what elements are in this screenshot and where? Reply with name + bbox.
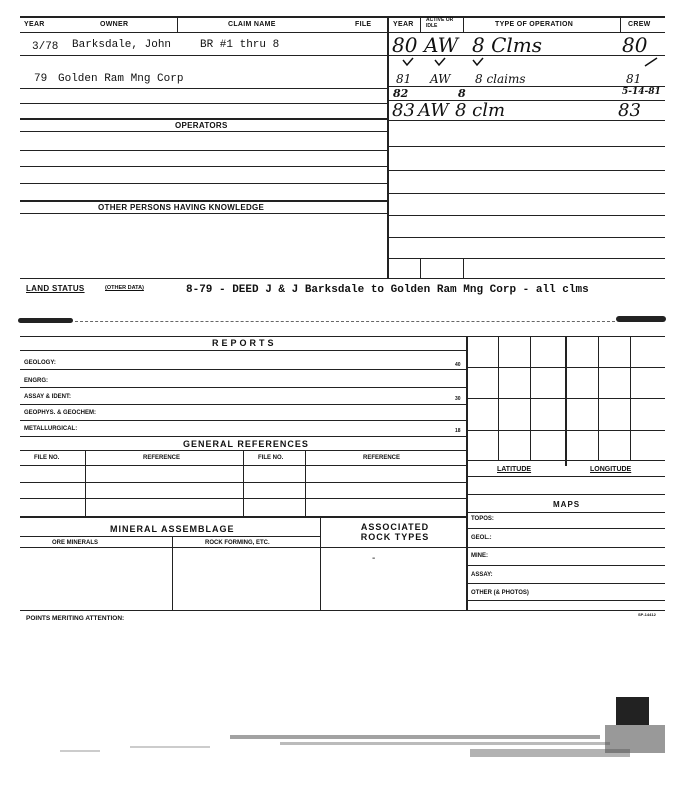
maps-label: OTHER (& PHOTOS) xyxy=(471,590,529,596)
land-status-title: LAND STATUS xyxy=(26,284,85,293)
activity-crew: 81 xyxy=(626,72,642,86)
row-line xyxy=(20,213,387,214)
report-label: GEOLOGY: xyxy=(24,360,56,366)
other-persons-line xyxy=(20,200,387,202)
grid-line xyxy=(466,430,665,431)
row-line xyxy=(20,369,466,370)
ref-header-file-no-2: FILE NO. xyxy=(258,455,284,461)
activity-crew: 80 xyxy=(622,33,648,57)
col-divider xyxy=(320,516,321,610)
row-line xyxy=(20,131,387,132)
reports-title: REPORTS xyxy=(212,338,277,348)
report-num: 40 xyxy=(455,362,461,368)
activity-operation: 8 claims xyxy=(475,72,526,86)
col-divider xyxy=(420,258,421,278)
header-type-of-operation: TYPE OF OPERATION xyxy=(495,21,574,28)
grid-line xyxy=(466,460,665,461)
owner-claim: BR #1 thru 8 xyxy=(200,39,280,51)
operators-title: OPERATORS xyxy=(175,121,228,130)
row-line xyxy=(466,600,665,601)
activity-status: AW xyxy=(418,100,449,121)
activity-crew: 83 xyxy=(618,100,641,121)
operators-line xyxy=(20,118,387,120)
row-line xyxy=(20,103,387,104)
activity-operation: 8 xyxy=(458,87,466,100)
top-border xyxy=(20,16,665,18)
mineral-assemblage-title: MINERAL ASSEMBLAGE xyxy=(110,524,235,534)
row-line xyxy=(20,387,466,388)
checkmarks-row xyxy=(395,56,665,70)
row-line xyxy=(20,88,387,89)
other-persons-title: OTHER PERSONS HAVING KNOWLEDGE xyxy=(98,203,265,212)
row-line xyxy=(20,404,466,405)
row-line xyxy=(466,476,665,477)
row-line xyxy=(387,258,665,259)
header-claim-name: CLAIM NAME xyxy=(228,21,276,28)
row-line xyxy=(466,528,665,529)
col-divider xyxy=(305,450,306,516)
maps-label: ASSAY: xyxy=(471,572,493,578)
row-line xyxy=(387,120,665,121)
header-active-idle: ACTIVE OR IDLE xyxy=(426,17,454,29)
owner-name: Barksdale, John xyxy=(72,39,172,51)
row-line xyxy=(466,583,665,584)
activity-crew: 5-14-81 xyxy=(622,87,661,97)
land-status-sub: (OTHER DATA) xyxy=(105,285,144,291)
maps-title: MAPS xyxy=(553,500,581,509)
assoc-dash: - xyxy=(372,553,376,564)
report-num: 18 xyxy=(455,428,461,434)
col-divider-year xyxy=(420,16,421,32)
report-label: ASSAY & IDENT: xyxy=(24,394,72,400)
owner-year: 79 xyxy=(34,73,48,85)
row-line xyxy=(20,420,466,421)
mineral-line xyxy=(20,516,466,518)
owner-name: Golden Ram Mng Corp xyxy=(58,73,184,85)
header-file: FILE xyxy=(355,21,372,28)
points-meriting-title: POINTS MERITING ATTENTION: xyxy=(26,615,125,622)
header-owner: OWNER xyxy=(100,21,129,28)
header-year: YEAR xyxy=(24,21,45,28)
activity-status: AW xyxy=(430,72,451,86)
activity-year: 82 xyxy=(393,87,409,100)
row-line xyxy=(20,436,466,437)
land-status-line xyxy=(20,278,665,279)
row-line xyxy=(20,166,387,167)
header-underline xyxy=(20,32,665,33)
activity-year: 83 xyxy=(392,100,415,121)
row-line xyxy=(466,565,665,566)
land-status-value: 8-79 - DEED J & J Barksdale to Golden Ram Mng Corp - all clms xyxy=(186,284,589,296)
owner-year: 3/78 xyxy=(32,41,59,53)
row-line xyxy=(387,170,665,171)
row-line xyxy=(20,55,387,56)
row-line xyxy=(20,547,466,548)
grid-line xyxy=(466,398,665,399)
reports-top-line xyxy=(20,336,665,337)
grid-line xyxy=(565,336,567,466)
maps-label: GEOL.: xyxy=(471,535,492,541)
col-divider xyxy=(243,450,244,516)
activity-year: 80 xyxy=(392,33,418,57)
ref-header-reference-2: REFERENCE xyxy=(363,455,401,461)
row-line xyxy=(466,512,665,513)
col-divider-active xyxy=(463,16,464,32)
row-line xyxy=(466,494,665,495)
report-label: METALLURGICAL: xyxy=(24,426,78,432)
longitude-label: LONGITUDE xyxy=(590,466,632,473)
bottom-line xyxy=(20,610,665,611)
ore-minerals-header: ORE MINERALS xyxy=(52,540,99,546)
row-line xyxy=(387,237,665,238)
row-line xyxy=(387,146,665,147)
maps-label: MINE: xyxy=(471,553,488,559)
col-divider-owner xyxy=(177,18,178,32)
right-panel-divider xyxy=(466,336,468,610)
row-line xyxy=(466,547,665,548)
activity-year: 81 xyxy=(396,72,412,86)
report-label: ENGRG: xyxy=(24,378,48,384)
row-line xyxy=(387,215,665,216)
row-line xyxy=(20,150,387,151)
grid-line xyxy=(466,367,665,368)
scan-smudge xyxy=(616,316,666,322)
header-year-2: YEAR xyxy=(393,21,414,28)
ref-header-file-no: FILE NO. xyxy=(34,455,60,461)
form-number: SP-14412 xyxy=(638,612,656,617)
row-line xyxy=(20,465,466,466)
activity-status: AW xyxy=(424,33,459,57)
maps-label: TOPOS: xyxy=(471,516,494,522)
col-divider xyxy=(85,450,86,516)
row-line xyxy=(387,193,665,194)
header-crew: CREW xyxy=(628,21,651,28)
report-num: 30 xyxy=(455,396,461,402)
row-line xyxy=(20,536,320,537)
scan-smudge xyxy=(18,318,73,323)
activity-operation: 8 Clms xyxy=(472,33,543,57)
rock-forming-header: ROCK FORMING, ETC. xyxy=(205,540,270,546)
latitude-label: LATITUDE xyxy=(497,466,532,473)
row-line xyxy=(20,482,466,483)
ref-header-reference: REFERENCE xyxy=(143,455,181,461)
row-line xyxy=(20,350,466,351)
col-divider-crew xyxy=(620,16,621,32)
report-label: GEOPHYS. & GEOCHEM: xyxy=(24,410,97,416)
general-references-title: GENERAL REFERENCES xyxy=(183,439,309,449)
associated-rock-types-title: ASSOCIATED ROCK TYPES xyxy=(360,522,430,542)
row-line xyxy=(20,183,387,184)
activity-operation: 8 clm xyxy=(455,100,506,121)
scan-line xyxy=(75,321,615,322)
col-divider xyxy=(463,258,464,278)
row-line xyxy=(20,498,466,499)
